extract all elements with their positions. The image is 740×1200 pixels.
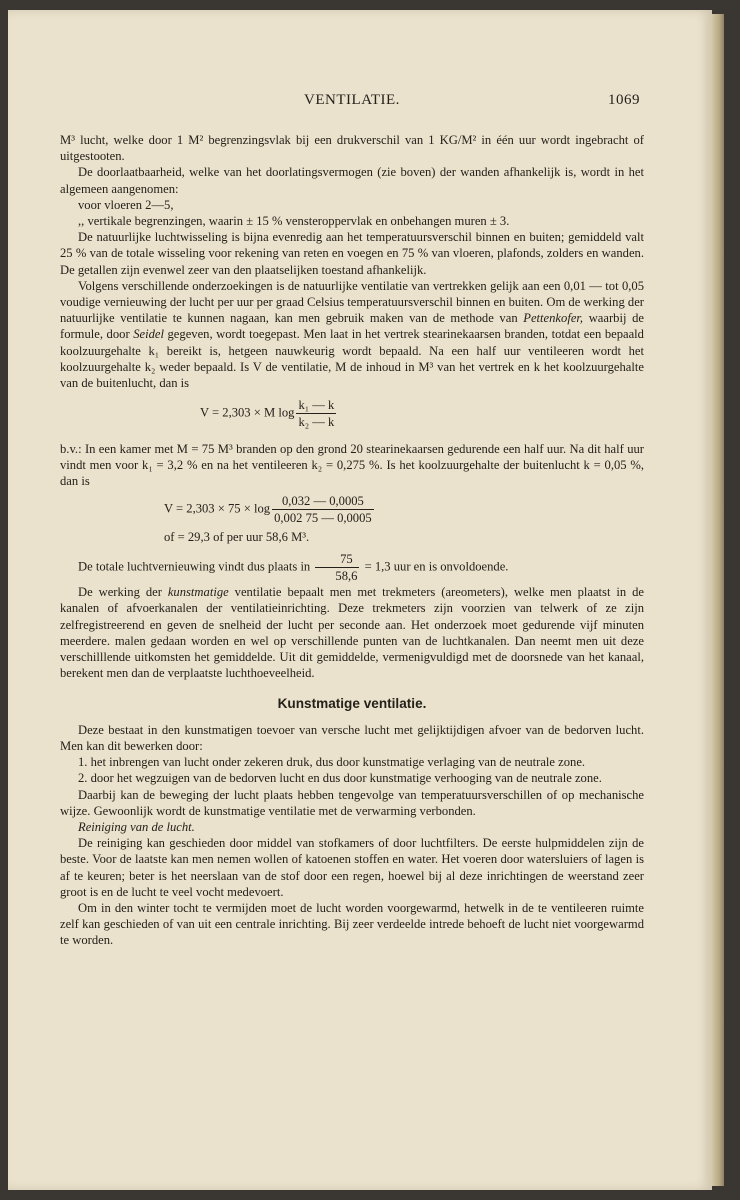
paragraph: M³ lucht, welke door 1 M² begrenzingsvlak bij een drukverschil van 1 KG/M² in één uur wordt ingebracht of uitgestooten. — [60, 133, 644, 164]
formula-result: of = 29,3 of per uur 58,6 M³. — [164, 529, 310, 544]
paragraph — [60, 278, 644, 391]
list-item: 1. het inbrengen van lucht onder zekeren druk, dus door kunstmatige verlaging van de neutrale zone. — [78, 755, 586, 770]
list-item: 2. door het wegzuigen van de bedorven lucht en dus door kunstmatige verhooging van de neutrale zone. — [78, 771, 602, 786]
paragraph: De doorlaatbaarheid, welke van het doorlatingsvermogen (zie boven) der wanden afhankelijk is, wordt in het algemeen aangenomen: — [60, 165, 644, 196]
text-span: De totale luchtvernieuwing vindt dus plaats in — [78, 559, 311, 574]
numerator: k₁ — k — [296, 397, 336, 414]
text-span: Volgens verschillende onderzoekingen is de natuurlijke ventilatie van vertrekken gelijk aan een 0,01 — tot 0,05 voudige vernieuwing der lucht per uur per graad Celsius temperatuursverschil binnen en buiten. Om de werking der natuurlijke ventilatie te kunnen nagaan, kan men gebruik maken van de methode van — [60, 278, 644, 326]
paragraph: Om in den winter tocht te vermijden moet de lucht worden voorgewarmd, hetwelk in de te ventileeren ruimte zelf kan geschieden of van uit een centrale inrichting. Bij zeer verdeelde intrede behoeft de lucht niet voorgewarmd te worden. — [60, 900, 644, 948]
text-span: gegeven, wordt toegepast. Men laat in het vertrek stearinekaarsen branden, totdat een bepaald koolzuurgehalte k₁ bereikt is, hetgeen nauwkeurig wordt bepaald. Na een half uur ventileeren wordt het koolzuurgehalte k₂ weder bepaald. Is V de ventilatie, M de inhoud in M³ van het vertrek en k het koolzuurgehalte van de buitenlucht, dan is — [60, 327, 644, 391]
text-span: = 1,3 uur en is onvoldoende. — [364, 559, 509, 574]
book-page — [8, 10, 712, 1190]
paragraph: Deze bestaat in den kunstmatigen toevoer van versche lucht met gelijktijdigen afvoer van de bedorven lucht. Men kan dit bewerken door: — [60, 722, 644, 753]
text-span: De werking der — [78, 585, 168, 600]
page-edge — [712, 14, 724, 1186]
list-item: ,, vertikale begrenzingen, waarin ± 15 % vensteroppervlak en onbehangen muren ± 3. — [78, 214, 510, 229]
author-name: Seidel — [133, 327, 164, 342]
body-text — [60, 132, 644, 949]
formula-left: V = 2,303 × 75 × log — [164, 501, 271, 516]
formula — [60, 493, 644, 526]
paragraph: Daarbij kan de beweging der lucht plaats hebben tengevolge van temperatuursverschillen of op mechanische wijze. Gewoonlijk wordt de kunstmatige ventilatie met de verwarming verbonden. — [60, 787, 644, 818]
paragraph: De reiniging kan geschieden door middel van stofkamers of door luchtfilters. De eerste hulpmiddelen zijn de beste. Voor de laatste kan men nemen wollen of katoenen stoffen en water. Het voeren door watersluiers of lagen is af te keuren; beter is het neerslaan van de stof door een regen, hoewel bij al deze inrichtingen de weerstand zeer groot is en de lucht te veel vocht medevoert. — [60, 836, 644, 899]
denominator: 0,002 75 — 0,0005 — [274, 511, 372, 526]
fraction — [272, 493, 374, 526]
text-span: waarbij de formule, door — [60, 311, 644, 342]
paragraph — [60, 584, 644, 681]
fraction — [315, 551, 359, 584]
section-heading: Kunstmatige ventilatie. — [277, 695, 427, 711]
formula — [60, 397, 644, 430]
denominator: 58,6 — [335, 569, 358, 584]
running-title: VENTILATIE. — [304, 92, 400, 108]
text-span: ventilatie bepaalt men met trekmeters (areometers), welke men plaatst in de kanalen of afvoerkanalen der ventilatieinrichting. Deze trekmeters zijn voorzien van telwerk of ze zijn zelfregistreerend en geven de snelheid der lucht per seconde aan. Het onderzoek moet gedurende vijf minuten meerdere. malen gedaan worden en wel op verschillende punten van de luchtkanalen. Dan neemt men uit deze verschilllende uitkomsten het gemiddelde. Uit dit gemiddelde, vermenigvuldigd met de doorsnede van het kanaal, berekent men dan de verplaatste luchthoeveelheid. — [60, 585, 644, 681]
emphasis: kunstmatige — [167, 585, 229, 600]
page-number: 1069 — [608, 92, 640, 108]
subheading — [60, 819, 644, 835]
denominator: k₂ — k — [298, 415, 335, 430]
formula-left: V = 2,303 × M log — [200, 405, 295, 420]
numerator: 75 — [315, 551, 359, 568]
fraction — [296, 397, 336, 430]
paragraph — [60, 551, 644, 584]
list-item: voor vloeren 2—5, — [78, 197, 174, 212]
subheading-text: Reiniging van de lucht. — [78, 819, 195, 834]
author-name: Pettenkofer, — [523, 311, 584, 326]
paragraph: b.v.: In een kamer met M = 75 M³ branden op den grond 20 stearinekaarsen gedurende een half uur. Na dit half uur vindt men voor k₁ = 3,2 % en na het ventileeren k₂ = 0,275 %. Is het koolzuurgehalte der buitenlucht k = 0,05 %, dan is — [60, 441, 644, 489]
numerator: 0,032 — 0,0005 — [272, 493, 374, 510]
paragraph: De natuurlijke luchtwisseling is bijna evenredig aan het temperatuursverschil binnen en buiten; gemiddeld valt 25 % van de totale wisseling voor rekening van reten en voegen en 75 % van vloeren, plafonds, zolders en wanden. De getallen zijn evenwel zeer van den plaatselijken toestand afhankelijk. — [60, 230, 644, 277]
